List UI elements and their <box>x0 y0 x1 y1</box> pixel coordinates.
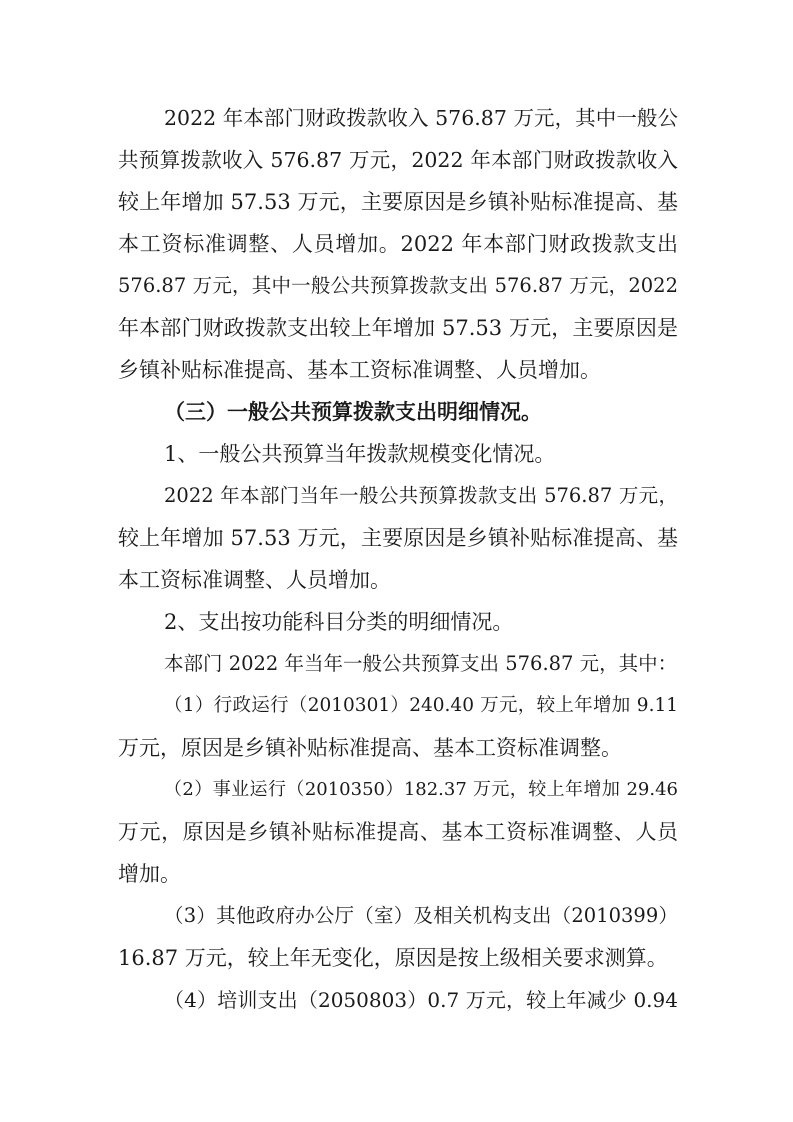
item-2-line-2: 万元，原因是乡镇补贴标准提高、基本工资标准调整、人员 <box>118 820 678 844</box>
paragraph-2-line-1: 2022 年本部门当年一般公共预算拨款支出 576.87 万元， <box>164 484 678 507</box>
item-1-line-1: （1）行政运行（2010301）240.40 万元，较上年增加 9.11 <box>164 695 678 716</box>
paragraph-1-line-7: 乡镇补贴标准提高、基本工资标准调整、人员增加。 <box>118 358 601 382</box>
paragraph-1-line-3: 较上年增加 57.53 万元，主要原因是乡镇补贴标准提高、基 <box>118 190 678 214</box>
item-2-line-1: （2）事业运行（2010350）182.37 万元，较上年增加 29.46 <box>164 779 678 800</box>
paragraph-2-line-2: 较上年增加 57.53 万元，主要原因是乡镇补贴标准提高、基 <box>118 526 678 550</box>
paragraph-1-line-1: 2022 年本部门财政拨款收入 576.87 万元，其中一般公 <box>164 106 678 130</box>
paragraph-1-line-4: 本工资标准调整、人员增加。2022 年本部门财政拨款支出 <box>118 232 678 256</box>
item-3-line-2: 16.87 万元，较上年无变化，原因是按上级相关要求测算。 <box>118 946 668 970</box>
item-2-line-3: 增加。 <box>118 862 181 886</box>
paragraph-1-line-6: 年本部门财政拨款支出较上年增加 57.53 万元，主要原因是 <box>118 316 678 340</box>
paragraph-1-line-5: 576.87 万元，其中一般公共预算拨款支出 576.87 万元，2022 <box>118 274 678 297</box>
paragraph-2-line-3: 本工资标准调整、人员增加。 <box>118 568 391 592</box>
item-4-line-1: （4）培训支出（2050803）0.7 万元，较上年减少 0.94 <box>164 988 678 1012</box>
section-heading: （三）一般公共预算拨款支出明细情况。 <box>164 400 542 424</box>
item-3-line-1: （3）其他政府办公厅（室）及相关机构支出（2010399） <box>164 904 678 927</box>
subsection-heading-1: 1、一般公共预算当年拨款规模变化情况。 <box>164 442 556 466</box>
subsection-heading-2: 2、支出按功能科目分类的明细情况。 <box>164 610 514 634</box>
item-1-line-2: 万元，原因是乡镇补贴标准提高、基本工资标准调整。 <box>118 736 622 760</box>
paragraph-3-line-1: 本部门 2022 年当年一般公共预算支出 576.87 元，其中： <box>164 652 678 675</box>
paragraph-1-line-2: 共预算拨款收入 576.87 万元，2022 年本部门财政拨款收入 <box>118 148 678 172</box>
